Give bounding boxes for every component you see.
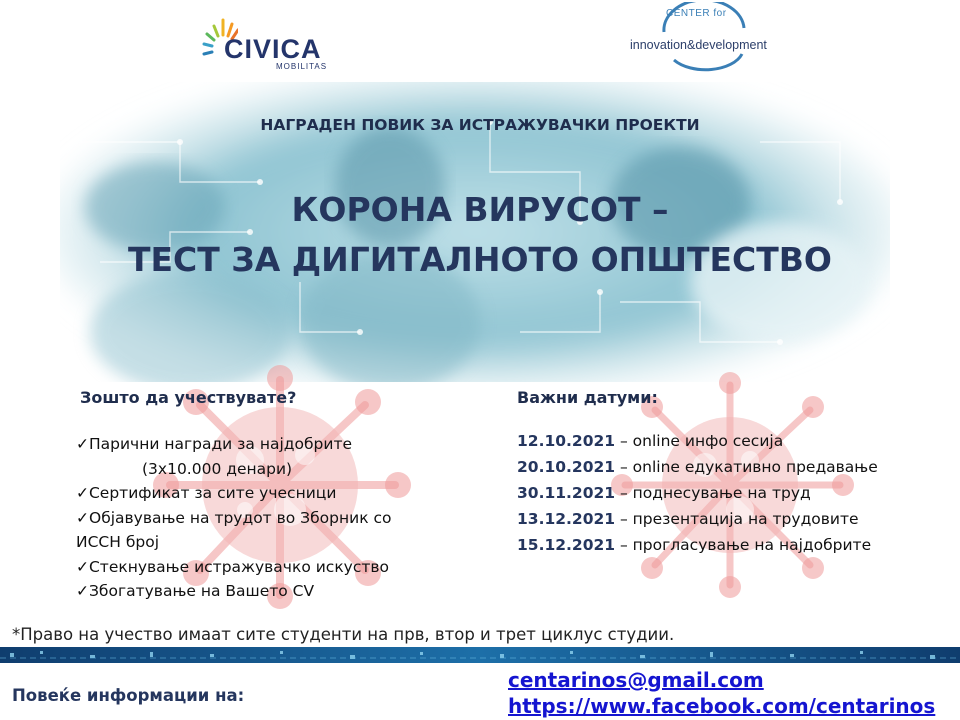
email-link[interactable]: centarinos@gmail.com — [508, 668, 764, 692]
date-value: 13.12.2021 — [517, 510, 616, 528]
date-event: – прогласување на најдобрите — [615, 536, 872, 554]
date-row — [517, 428, 937, 454]
date-row — [517, 532, 937, 558]
benefit-item: (3х10.000 денари) — [142, 459, 293, 478]
civica-wordmark: CIVICA — [224, 34, 322, 64]
civica-subtitle: MOBILITAS — [276, 62, 328, 71]
date-row — [517, 480, 937, 506]
date-value: 15.12.2021 — [517, 536, 616, 554]
why-participate-heading: Зошто да учествувате? — [80, 388, 297, 407]
civica-mobilitas-logo — [198, 6, 328, 70]
benefit-item: ✓Збогатување на Вашето CV — [76, 582, 315, 600]
important-dates-heading: Важни датуми: — [517, 388, 658, 407]
benefit-item: ✓Парични награди за најдобрите — [76, 435, 353, 453]
benefit-item: ИССН број — [76, 533, 160, 551]
date-event: – online едукативно предавање — [615, 458, 878, 476]
benefit-item: ✓Сертификат за сите учесници — [76, 484, 337, 502]
date-event: – поднесување на труд — [615, 484, 811, 502]
benefit-item: ✓Објавување на трудот во Зборник со — [76, 508, 392, 527]
cid-logo-line1: CENTER for — [666, 8, 727, 19]
date-event: – презентација на трудовите — [615, 510, 859, 528]
main-title-line2: ТЕСТ ЗА ДИГИТАЛНОТО ОПШТЕСТВО — [127, 240, 832, 279]
date-value: 30.11.2021 — [517, 484, 616, 502]
date-event: – online инфо сесија — [615, 432, 784, 450]
benefit-item: ✓Стекнување истражувачко искуство — [76, 557, 390, 576]
decorative-divider — [0, 647, 960, 663]
more-info-label: Повеќе информации на: — [12, 686, 245, 705]
date-row — [517, 454, 937, 480]
dates-list — [517, 428, 937, 558]
benefits-list — [76, 432, 496, 604]
center-innovation-development-logo — [624, 2, 776, 72]
facebook-link[interactable]: https://www.facebook.com/centarinos — [508, 694, 936, 718]
date-value: 12.10.2021 — [517, 432, 616, 450]
cid-logo-line2: innovation&development — [630, 38, 767, 52]
date-value: 20.10.2021 — [517, 458, 616, 476]
eligibility-note: *Право на учество имаат сите студенти на прв, втор и трет циклус студии. — [12, 625, 675, 644]
date-row — [517, 506, 937, 532]
call-subtitle: НАГРАДЕН ПОВИК ЗА ИСТРАЖУВАЧКИ ПРОЕКТИ — [260, 116, 700, 134]
main-title-line1: КОРОНА ВИРУСОТ – — [291, 190, 669, 229]
